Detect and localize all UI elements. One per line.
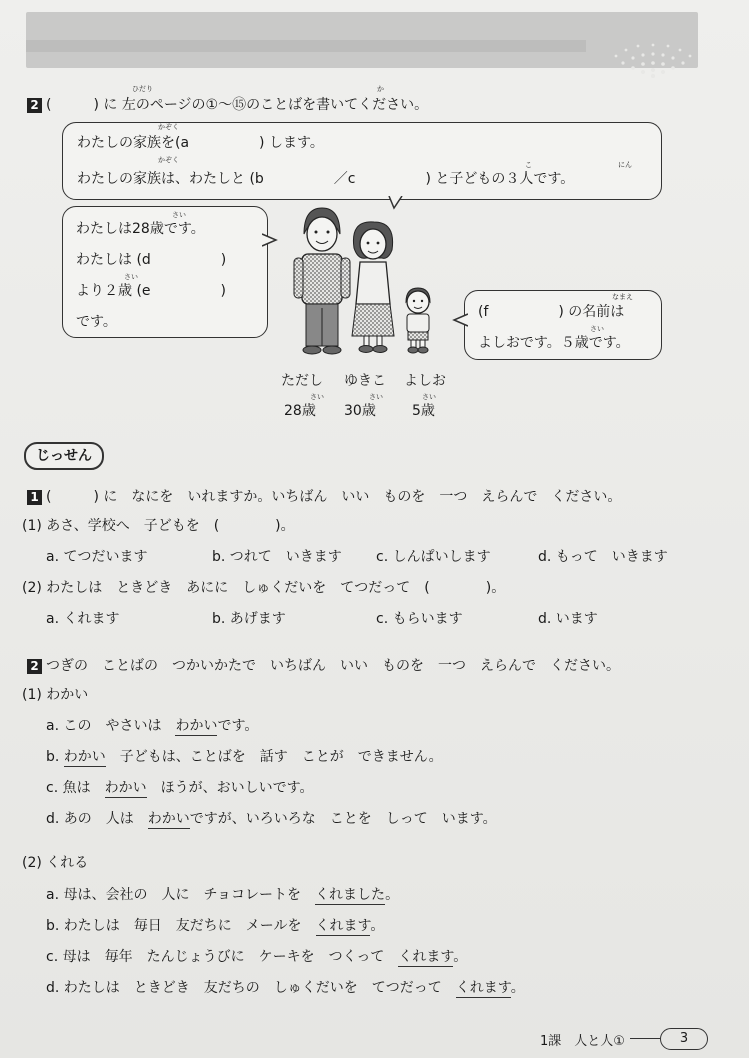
question-text: ( ) に なにを いれますか。いちばん いい ものを 一つ えらんで ください。 xyxy=(46,489,622,505)
q2-item-2-option-c[interactable]: c. 母は 毎年 たんじょうびに ケーキを つくって くれます。 xyxy=(46,949,468,965)
ruby-sai-left: さい xyxy=(172,211,186,219)
ruby-kaki: か xyxy=(377,85,384,93)
ruby-sai-1: さい xyxy=(310,393,324,401)
q2-item-2-option-a[interactable]: a. 母は、会社の 人に チョコレートを くれました。 xyxy=(46,887,400,903)
q2-item-1-stem: (1) わかい xyxy=(22,687,89,703)
father-figure-icon xyxy=(294,208,350,354)
mother-figure-icon xyxy=(352,222,394,353)
target-word-underline: くれます xyxy=(455,980,511,996)
question-2-heading xyxy=(27,94,428,114)
question-text: つぎの ことばの つかいかたで いちばん いい ものを 一つ えらんで ください。 xyxy=(46,658,620,674)
family-name-yoshio: よしお xyxy=(404,373,446,389)
family-illustration xyxy=(290,204,450,360)
family-age-tadashi: 28歳 xyxy=(284,403,316,419)
q1-item-2-option-c[interactable]: c. もらいます xyxy=(376,611,463,627)
jissen-section-label: じっせん xyxy=(24,442,104,470)
question-number: 2 xyxy=(27,98,42,113)
q1-item-2-option-a[interactable]: a. くれます xyxy=(46,611,120,627)
ruby-nin: にん xyxy=(618,161,632,169)
ruby-kazoku: かぞく xyxy=(158,123,179,131)
target-word-underline: わかい xyxy=(147,811,190,827)
q2-item-2-stem: (2) くれる xyxy=(22,855,89,871)
q2-item-2-option-b[interactable]: b. わたしは 毎日 友だちに メールを くれます。 xyxy=(46,918,385,934)
q1-item-1-option-a[interactable]: a. てつだいます xyxy=(46,549,148,565)
target-word-underline: くれます xyxy=(398,949,454,965)
q1-item-1-stem: (1) あさ、学校へ 子どもを ( )。 xyxy=(22,518,295,534)
header-banner-strip xyxy=(26,40,586,52)
ruby-sai-2: さい xyxy=(369,393,383,401)
q2-item-1-option-b[interactable]: b. わかい 子どもは、ことばを 話す ことが できません。 xyxy=(46,749,443,765)
target-word-underline: わかい xyxy=(104,780,147,796)
bubble-left-line-2: わたしは (d ) xyxy=(76,252,227,268)
child-figure-icon xyxy=(406,288,430,353)
family-age-yoshio: 5歳 xyxy=(412,403,435,419)
page-number: 3 xyxy=(660,1028,708,1050)
family-name-yukiko: ゆきこ xyxy=(344,373,386,389)
bubble-left-line-1: わたしは28歳です。 xyxy=(76,221,205,237)
lesson-label: 1課 人と人① xyxy=(540,1034,625,1049)
bubble-top-line-2: わたしの家族は、わたしと (b ／c ) と子どもの３人です。 xyxy=(77,171,575,187)
target-word-underline: くれました xyxy=(315,887,386,903)
family-name-tadashi: ただし xyxy=(281,373,323,389)
q2-item-2-option-d[interactable]: d. わたしは ときどき 友だちの しゅくだいを てつだって くれます。 xyxy=(46,980,525,996)
target-word-underline: わかい xyxy=(175,718,218,734)
family-age-yukiko: 30歳 xyxy=(344,403,376,419)
ruby-namae: なまえ xyxy=(612,293,633,301)
jissen-question-1-heading xyxy=(27,486,621,506)
q1-item-2-stem: (2) わたしは ときどき あにに しゅくだいを てつだって ( )。 xyxy=(22,580,506,596)
q2-item-1-option-a[interactable]: a. この やさいは わかいです。 xyxy=(46,718,259,734)
question-number: 1 xyxy=(27,490,42,505)
jissen-question-2-heading xyxy=(27,655,620,675)
ruby-ko: こ xyxy=(525,161,532,169)
q1-item-1-option-c[interactable]: c. しんぱいします xyxy=(376,549,491,565)
question-number: 2 xyxy=(27,659,42,674)
target-word-underline: わかい xyxy=(63,749,106,765)
q1-item-1-option-d[interactable]: d. もって いきます xyxy=(538,549,668,565)
bubble-left-line-4: です。 xyxy=(76,314,117,330)
q1-item-2-option-b[interactable]: b. あげます xyxy=(212,611,286,627)
footer-rule xyxy=(630,1038,660,1039)
q1-item-1-option-b[interactable]: b. つれて いきます xyxy=(212,549,342,565)
bubble-left-line-3: より２歳 (e ) xyxy=(76,283,226,299)
q1-item-2-option-d[interactable]: d. います xyxy=(538,611,598,627)
bubble-tail-right xyxy=(452,312,468,328)
bubble-tail-left xyxy=(262,232,278,248)
ruby-kazoku-2: かぞく xyxy=(158,156,179,164)
q2-item-1-option-d[interactable]: d. あの 人は わかいですが、いろいろな ことを しって います。 xyxy=(46,811,497,827)
ruby-sai-right: さい xyxy=(590,325,604,333)
ruby-sai-3: さい xyxy=(422,393,436,401)
dot-fan-icon xyxy=(608,36,698,80)
ruby-sai-left-2: さい xyxy=(124,273,138,281)
bubble-right-line-1: (f ) の名前は xyxy=(478,304,625,320)
bubble-right-line-2: よしおです。５歳です。 xyxy=(478,335,630,351)
target-word-underline: くれます xyxy=(315,918,371,934)
bubble-top-line-1: わたしの家族を(a ) します。 xyxy=(77,135,324,151)
question-text: ( ) に 左のページの①〜⑮のことばを書いてください。 xyxy=(46,97,429,113)
q2-item-1-option-c[interactable]: c. 魚は わかい ほうが、おいしいです。 xyxy=(46,780,314,796)
ruby-hidari: ひだり xyxy=(132,85,153,93)
